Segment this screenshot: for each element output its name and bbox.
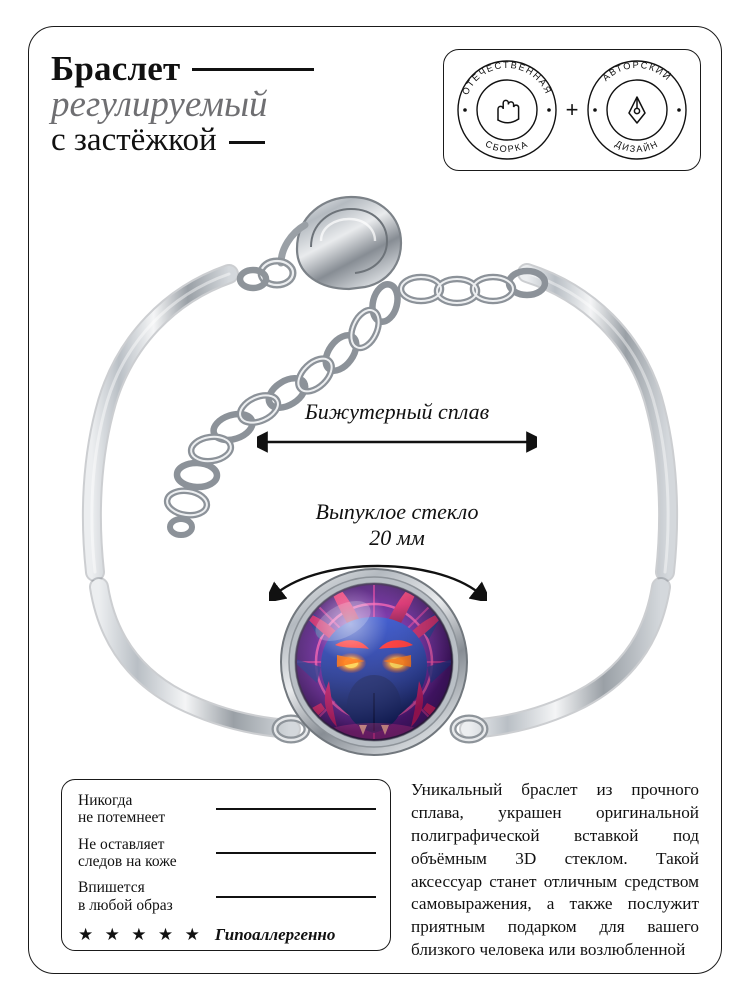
feature-line-1: Впишется <box>78 879 145 897</box>
hypoallergenic-label: Гипоаллергенно <box>214 925 336 945</box>
feature-line-2: в любой образ <box>78 896 173 914</box>
title-line-1: Браслет <box>51 49 181 88</box>
annotation-glass-line-2: 20 мм <box>369 524 425 550</box>
badge-domestic-assembly <box>456 59 558 161</box>
title-line-3: с застёжкой <box>51 122 217 158</box>
feature-line-2: не потемнеет <box>78 809 166 827</box>
title-rule-1 <box>192 68 314 71</box>
hypoallergenic-row <box>78 925 376 945</box>
svg-text:АВТОРСКИЙ: АВТОРСКИЙ <box>600 59 674 84</box>
annotation-alloy-label: Бижутерный сплав <box>304 399 490 424</box>
lobster-clasp <box>240 197 401 289</box>
page-title <box>51 49 411 159</box>
badge-plus-sign: + <box>565 97 579 122</box>
feature-line-1: Не оставляет <box>78 835 165 853</box>
feature-line-2: следов на коже <box>78 853 177 871</box>
alloy-arrow <box>257 431 537 453</box>
feature-text <box>78 836 206 871</box>
svg-text:ДИЗАЙН: ДИЗАЙН <box>613 138 661 155</box>
star-rating: ★ ★ ★ ★ ★ <box>78 925 203 946</box>
feature-text <box>78 879 206 914</box>
svg-text:СБОРКА: СБОРКА <box>483 138 530 155</box>
trust-badges <box>443 49 701 171</box>
glass-arrow <box>269 555 487 601</box>
feature-rule <box>216 852 376 854</box>
feature-text <box>78 792 206 827</box>
badge-author-design <box>586 59 688 161</box>
annotation-glass <box>267 499 527 550</box>
title-line-2: регулируемый <box>51 84 268 125</box>
feature-line-1: Никогда <box>78 792 133 809</box>
features-box <box>61 779 391 951</box>
feature-rule <box>216 808 376 810</box>
product-description: Уникальный браслет из прочного сплава, украшен оригинальной полиграфической вставкой под объёмным 3D стеклом. Такой аксессуар станет отличным средством самовыражения, а также послужит приятным подарком для вашего близкого человека или возлюбленной <box>411 780 699 960</box>
title-rule-2 <box>229 141 265 144</box>
feature-row <box>78 836 376 871</box>
dragon-artwork <box>289 575 459 759</box>
annotation-glass-line-1: Выпуклое стекло <box>315 499 479 524</box>
feature-rule <box>216 896 376 898</box>
annotation-alloy <box>257 399 537 425</box>
product-card <box>28 26 722 974</box>
feature-row <box>78 792 376 827</box>
feature-row <box>78 879 376 914</box>
svg-text:ОТЕЧЕСТВЕННАЯ: ОТЕЧЕСТВЕННАЯ <box>459 59 554 97</box>
